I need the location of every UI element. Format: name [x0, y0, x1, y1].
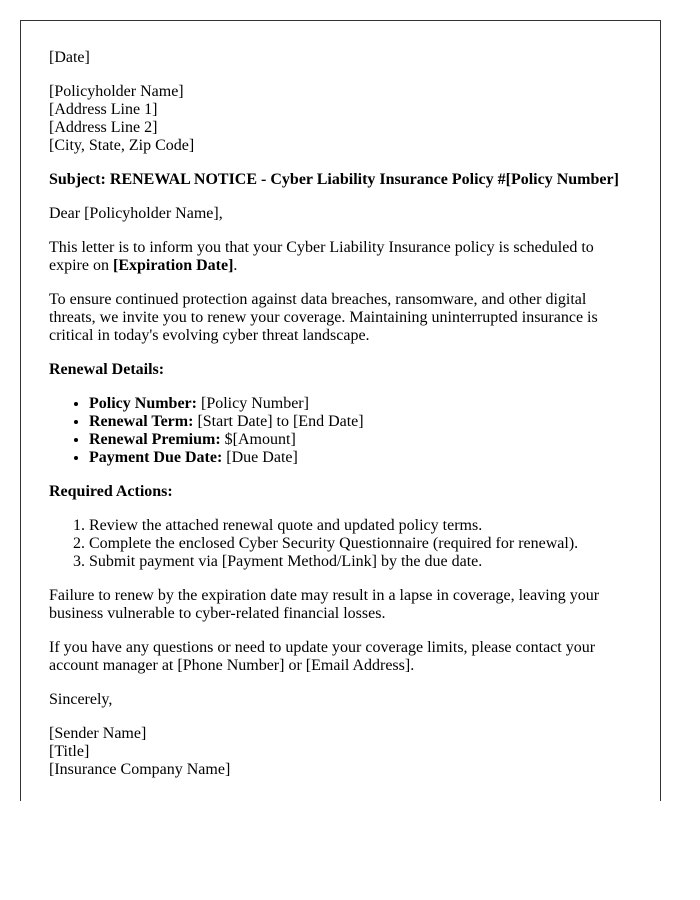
detail-label: Payment Due Date: — [89, 449, 223, 466]
detail-value: [Policy Number] — [196, 395, 309, 412]
subject — [49, 171, 632, 189]
list-item: 3. Submit payment via [Payment Method/Link] by the due date. — [89, 553, 632, 571]
city-state-zip: [City, State, Zip Code] — [49, 137, 195, 154]
actions-heading-text: Required Actions: — [49, 483, 173, 500]
detail-label: Renewal Term: — [89, 413, 194, 430]
intro-text: This letter is to inform you that your Cyber Liability Insurance policy is scheduled to expire on — [49, 239, 594, 274]
company-name: [Insurance Company Name] — [49, 761, 231, 778]
list-item: 2. Complete the enclosed Cyber Security Questionnaire (required for renewal). — [89, 535, 632, 553]
expiration-date: [Expiration Date] — [112, 257, 234, 274]
detail-value: [Due Date] — [222, 449, 298, 466]
date: [Date] — [49, 49, 90, 66]
letter — [20, 20, 661, 801]
sender-title: [Title] — [49, 743, 90, 760]
recipient-address — [49, 83, 632, 155]
address-line-2: [Address Line 2] — [49, 119, 158, 136]
detail-value: $[Amount] — [220, 431, 296, 448]
renewal-heading-text: Renewal Details: — [49, 361, 165, 378]
list-item — [89, 431, 632, 449]
warning-paragraph: Failure to renew by the expiration date may result in a lapse in coverage, leaving your business vulnerable to cyber-related financial losses. — [49, 587, 600, 622]
sender-name: [Sender Name] — [49, 725, 147, 742]
renewal-heading — [49, 361, 632, 379]
salutation: Dear [Policyholder Name], — [49, 205, 223, 222]
intro-end: . — [233, 257, 238, 274]
coverage-paragraph: To ensure continued protection against data breaches, ransomware, and other digital threats, we invite you to renew your coverage. Maintaining uninterrupted insurance is critical in today's evolving cyber threat landscape. — [49, 291, 598, 344]
address-line-1: [Address Line 1] — [49, 101, 158, 118]
renewal-details-list — [49, 395, 632, 467]
list-item — [89, 395, 632, 413]
detail-value: [Start Date] to [End Date] — [193, 413, 364, 430]
recipient-name: [Policyholder Name] — [49, 83, 184, 100]
list-item — [89, 449, 632, 467]
intro-paragraph — [49, 239, 632, 275]
contact-paragraph: If you have any questions or need to update your coverage limits, please contact your account manager at [Phone Number] or [Email Address]. — [49, 639, 596, 674]
actions-list — [49, 517, 632, 571]
list-item — [89, 413, 632, 431]
signature-block — [49, 725, 632, 779]
detail-label: Renewal Premium: — [89, 431, 221, 448]
detail-label: Policy Number: — [89, 395, 197, 412]
list-item: 1. Review the attached renewal quote and updated policy terms. — [89, 517, 632, 535]
actions-heading — [49, 483, 632, 501]
closing: Sincerely, — [49, 691, 113, 708]
subject-text: Subject: RENEWAL NOTICE - Cyber Liability Insurance Policy #[Policy Number] — [49, 171, 619, 188]
